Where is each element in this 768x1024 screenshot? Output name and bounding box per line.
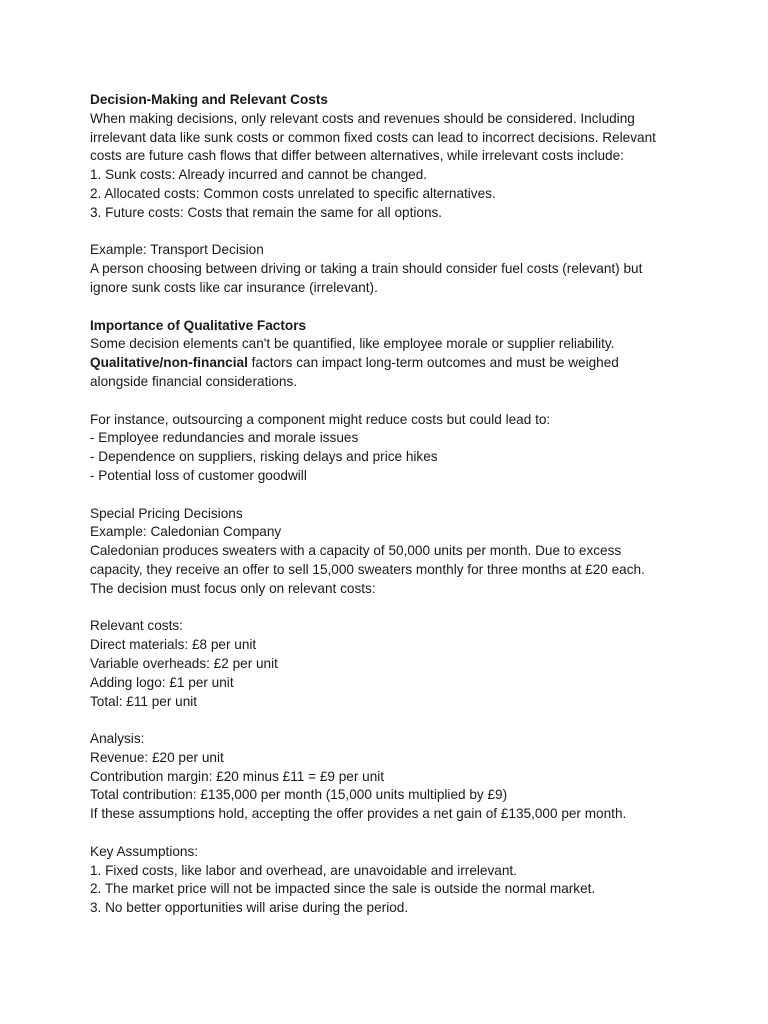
list-item: - Employee redundancies and morale issues [90, 430, 359, 446]
spacer [90, 711, 710, 730]
paragraph-line: If these assumptions hold, accepting the offer provides a net gain of £135,000 per month. [90, 806, 627, 822]
section-analysis [90, 730, 710, 824]
paragraph-text: factors can impact long-term outcomes and must be weighed [247, 355, 619, 371]
section-relevant-costs [90, 91, 710, 223]
paragraph-line [90, 354, 710, 373]
paragraph-line: A person choosing between driving or taking a train should consider fuel costs (relevant) but [90, 261, 643, 277]
section-heading: Special Pricing Decisions [90, 505, 243, 521]
document-page [90, 91, 710, 918]
paragraph-line: capacity, they receive an offer to sell 15,000 sweaters monthly for three months at £20 each. [90, 561, 645, 577]
list-item: 1. Sunk costs: Already incurred and cannot be changed. [90, 167, 428, 183]
section-transport-example [90, 241, 710, 297]
list-item: Contribution margin: £20 minus £11 = £9 per unit [90, 768, 385, 784]
list-item: 1. Fixed costs, like labor and overhead, are unavoidable and irrelevant. [90, 862, 517, 878]
paragraph-line: When making decisions, only relevant costs and revenues should be considered. Including [90, 110, 635, 126]
spacer [90, 392, 710, 411]
paragraph-line: Some decision elements can't be quantified, like employee morale or supplier reliability. [90, 336, 615, 352]
section-relevant-cost-list [90, 617, 710, 711]
paragraph-line: costs are future cash flows that differ between alternatives, while irrelevant costs include: [90, 148, 624, 164]
section-outsourcing-risks [90, 411, 710, 486]
list-item: 2. Allocated costs: Common costs unrelated to specific alternatives. [90, 185, 496, 201]
paragraph-line: For instance, outsourcing a component might reduce costs but could lead to: [90, 411, 551, 427]
section-special-pricing [90, 505, 710, 599]
list-item: Total: £11 per unit [90, 693, 198, 709]
list-item: Total contribution: £135,000 per month (15,000 units multiplied by £9) [90, 787, 508, 803]
paragraph-line: irrelevant data like sunk costs or common fixed costs can lead to incorrect decisions. Relevant [90, 129, 656, 145]
list-item: Revenue: £20 per unit [90, 749, 224, 765]
bold-term: Qualitative/non-financial [90, 355, 248, 371]
paragraph-line: The decision must focus only on relevant costs: [90, 580, 376, 596]
list-item: - Potential loss of customer goodwill [90, 467, 307, 483]
section-heading: Decision-Making and Relevant Costs [90, 92, 328, 107]
list-item: 2. The market price will not be impacted since the sale is outside the normal market. [90, 881, 596, 897]
list-heading: Key Assumptions: [90, 843, 199, 859]
section-key-assumptions [90, 843, 710, 918]
list-item: Direct materials: £8 per unit [90, 637, 257, 653]
list-heading: Relevant costs: [90, 618, 183, 634]
spacer [90, 223, 710, 242]
list-item: - Dependence on suppliers, risking delays and price hikes [90, 449, 438, 465]
section-qualitative-factors [90, 317, 710, 392]
spacer [90, 486, 710, 505]
list-item: 3. No better opportunities will arise during the period. [90, 900, 409, 916]
spacer [90, 298, 710, 317]
list-item: Adding logo: £1 per unit [90, 674, 234, 690]
paragraph-line: ignore sunk costs like car insurance (irrelevant). [90, 279, 378, 295]
example-heading: Example: Transport Decision [90, 242, 264, 258]
section-heading: Importance of Qualitative Factors [90, 317, 307, 333]
list-heading: Analysis: [90, 731, 145, 747]
spacer [90, 824, 710, 843]
spacer [90, 599, 710, 618]
list-item: 3. Future costs: Costs that remain the same for all options. [90, 204, 443, 220]
list-item: Variable overheads: £2 per unit [90, 655, 278, 671]
paragraph-line: alongside financial considerations. [90, 373, 298, 389]
paragraph-line: Caledonian produces sweaters with a capacity of 50,000 units per month. Due to excess [90, 543, 622, 559]
example-heading: Example: Caledonian Company [90, 524, 282, 540]
